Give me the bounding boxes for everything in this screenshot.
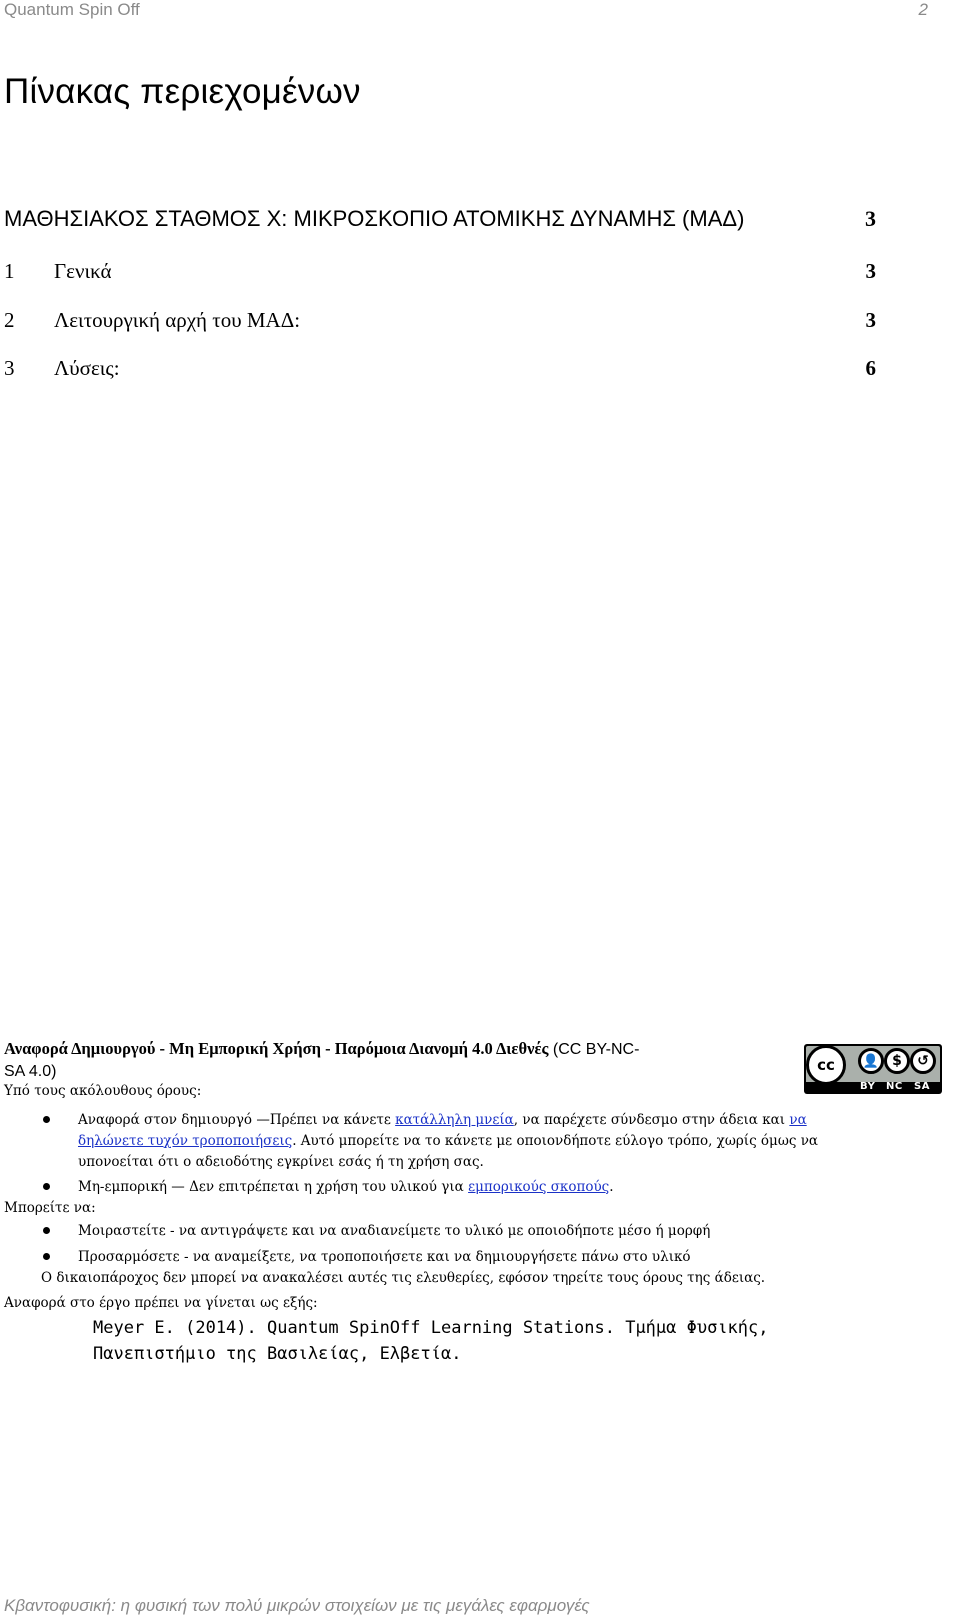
- term-attribution: [78, 1110, 868, 1173]
- toc-heading: Πίνακας περιεχομένων: [4, 72, 361, 111]
- toc-entry-title: Λειτουργική αρχή του ΜΑΔ:: [54, 308, 301, 332]
- badge-label-by: BY: [860, 1081, 876, 1092]
- toc-entry-2[interactable]: [4, 308, 876, 338]
- toc-entry-page: 3: [865, 308, 876, 332]
- term-text: , να παρέχετε σύνδεσμο στην άδεια και: [513, 1112, 790, 1128]
- term-text: .: [609, 1179, 614, 1195]
- license-name: Αναφορά Δημιουργού - Μη Εμπορική Χρήση - Παρόμοια Διανομή 4.0 Διεθνές: [4, 1039, 549, 1058]
- badge-label-nc: NC: [886, 1081, 903, 1092]
- bullet-icon: [43, 1116, 50, 1123]
- may-intro: Μπορείτε να:: [4, 1200, 96, 1216]
- citation-line-2: Πανεπιστήμιο της Βασιλείας, Ελβετία.: [93, 1344, 462, 1364]
- citation-line-1: Meyer E. (2014). Quantum SpinOff Learning Stations. Τμήμα Φυσικής,: [93, 1318, 769, 1338]
- sharealike-icon: ↺: [910, 1048, 936, 1074]
- term-noncommercial: [78, 1177, 614, 1198]
- running-header-title: Quantum Spin Off: [4, 0, 140, 19]
- toc-entry-1[interactable]: [4, 259, 876, 289]
- revoke-statement: Ο δικαιοπάροχος δεν μπορεί να ανακαλέσει αυτές τις ελευθερίες, εφόσον τηρείτε τους όρους της άδειας.: [41, 1270, 766, 1286]
- toc-entry-number: 1: [4, 259, 15, 283]
- term-text: . Αυτό μπορείτε να το κάνετε με οποιονδήποτε εύλογο τρόπο, χωρίς όμως να: [292, 1133, 819, 1149]
- indicate-changes-link[interactable]: να: [789, 1112, 807, 1128]
- badge-label-sa: SA: [914, 1081, 930, 1092]
- license-title: [4, 1038, 764, 1083]
- toc-entry-title: Λύσεις:: [54, 356, 120, 380]
- citation-intro: Αναφορά στο έργο πρέπει να γίνεται ως εξής:: [4, 1295, 318, 1311]
- toc-entry-page: 6: [865, 356, 876, 380]
- creative-commons-icon: cc: [806, 1045, 846, 1085]
- freedom-share: Μοιραστείτε - να αντιγράψετε και να αναδιανείμετε το υλικό με οποιοδήποτε μέσο ή μορφή: [78, 1223, 711, 1239]
- license-code-cont: SA 4.0): [4, 1063, 57, 1080]
- page-number: 2: [918, 0, 928, 19]
- appropriate-credit-link[interactable]: κατάλληλη μνεία: [395, 1112, 514, 1128]
- term-text: υπονοείται ότι ο αδειοδότης εγκρίνει εσάς ή τη χρήση σας.: [78, 1154, 484, 1170]
- freedom-adapt: Προσαρμόσετε - να αναμείξετε, να τροποποιήσετε και να δημιουργήσετε πάνω στο υλικό: [78, 1249, 691, 1265]
- term-text: Αναφορά στον δημιουργό —Πρέπει να κάνετε: [78, 1112, 396, 1128]
- running-footer: Κβαντοφυσική: η φυσική των πολύ μικρών στοιχείων με τις μεγάλες εφαρμογές: [4, 1596, 590, 1615]
- terms-intro: Υπό τους ακόλουθους όρους:: [4, 1083, 202, 1099]
- noncommercial-dollar-icon: $: [884, 1048, 910, 1074]
- commercial-purposes-link[interactable]: εμπορικούς σκοπούς: [468, 1179, 610, 1195]
- bullet-icon: [43, 1183, 50, 1190]
- toc-entry-main[interactable]: [4, 206, 876, 236]
- toc-entry-title: ΜΑΘΗΣΙΑΚΟΣ ΣΤΑΘΜΟΣ Χ: ΜΙΚΡΟΣΚΟΠΙΟ ΑΤΟΜΙΚΗΣ ΔΥΝΑΜΗΣ (ΜΑΔ): [4, 206, 745, 231]
- toc-entry-page: 3: [865, 206, 876, 231]
- cc-by-nc-sa-badge[interactable]: [804, 1044, 942, 1094]
- license-code: (CC BY-NC-: [548, 1041, 640, 1058]
- attribution-person-icon: 👤: [858, 1048, 884, 1074]
- bullet-icon: [43, 1227, 50, 1234]
- term-text: Μη-εμπορική — Δεν επιτρέπεται η χρήση του υλικού για: [78, 1179, 469, 1195]
- toc-entry-number: 2: [4, 308, 15, 332]
- toc-entry-number: 3: [4, 356, 15, 380]
- toc-entry-3[interactable]: [4, 356, 876, 386]
- indicate-changes-link[interactable]: δηλώνετε τυχόν τροποποιήσεις: [78, 1133, 293, 1149]
- toc-entry-page: 3: [865, 259, 876, 283]
- toc-entry-title: Γενικά: [54, 259, 112, 283]
- bullet-icon: [43, 1253, 50, 1260]
